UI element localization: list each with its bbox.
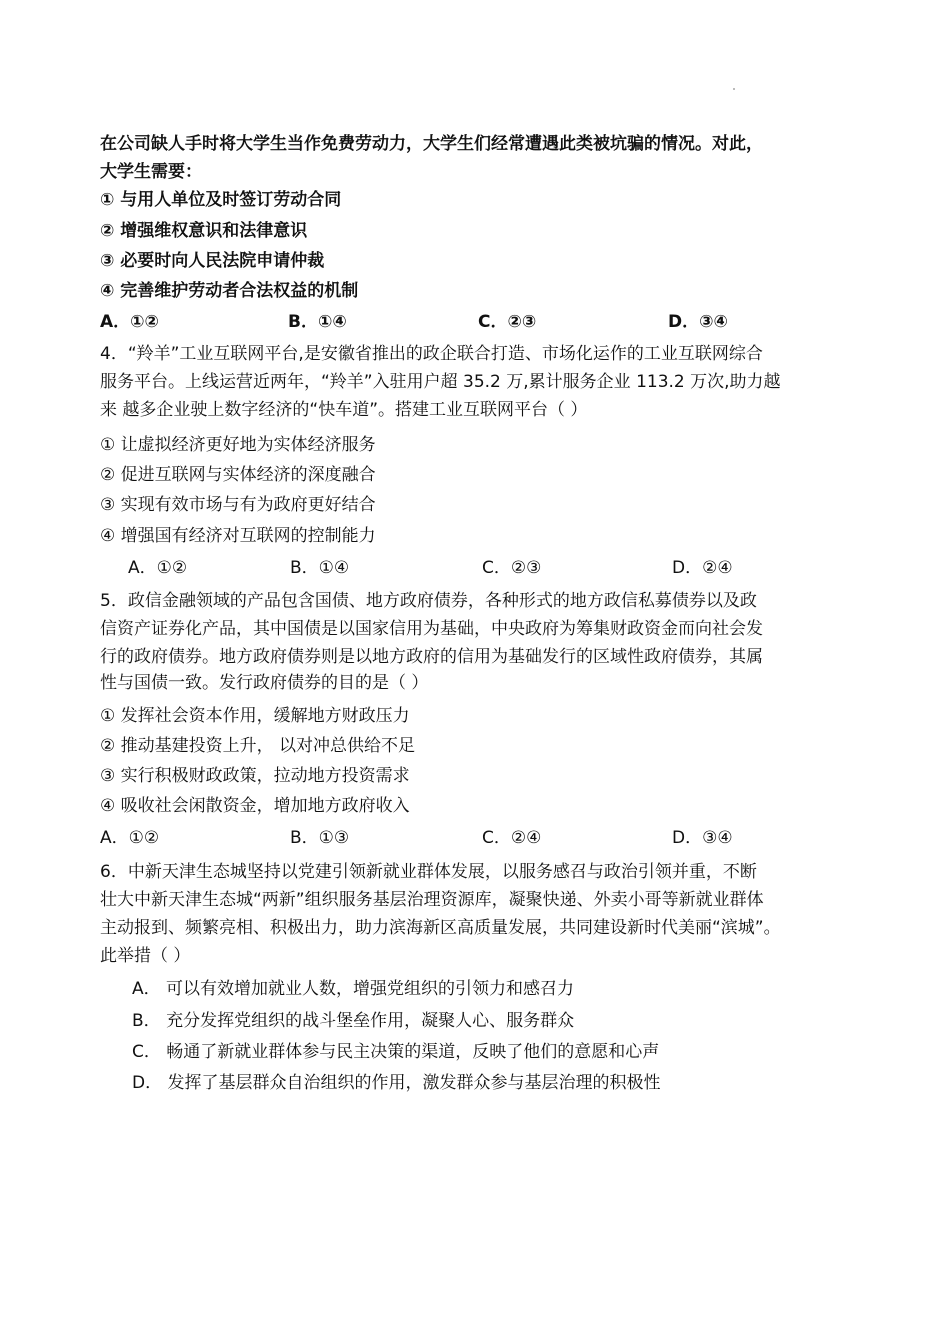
q4-item-4: ④ 增强国有经济对互联网的控制能力 bbox=[100, 526, 376, 546]
q3-stem-line1: 在公司缺人手时将大学生当作免费劳动力，大学生们经常遭遇此类被坑骗的情况。对此， bbox=[100, 134, 763, 154]
q4-option-d[interactable]: D．②④ bbox=[672, 558, 733, 578]
q4-stem-line2: 服务平台。上线运营近两年，“羚羊”入驻用户超 35.2 万,累计服务企业 113.2 万次,助力越 bbox=[100, 372, 781, 392]
q5-option-a[interactable]: A．①② bbox=[100, 828, 160, 848]
q3-stem-line2: 大学生需要： bbox=[100, 162, 202, 182]
q4-option-a[interactable]: A．①② bbox=[128, 558, 188, 578]
q6-stem-line4: 此举措（ ） bbox=[100, 946, 191, 966]
q3-item-2: ② 增强维权意识和法律意识 bbox=[100, 221, 308, 241]
q5-option-d[interactable]: D．③④ bbox=[672, 828, 733, 848]
q3-option-a[interactable]: A．①② bbox=[100, 312, 159, 332]
q5-stem-line2: 信资产证券化产品，其中国债是以国家信用为基础，中央政府为筹集财政资金而向社会发 bbox=[100, 619, 763, 639]
q3-item-1: ① 与用人单位及时签订劳动合同 bbox=[100, 190, 342, 210]
q3-item-3: ③ 必要时向人民法院申请仲裁 bbox=[100, 251, 325, 271]
q4-stem-line1: 4．“羚羊”工业互联网平台,是安徽省推出的政企联合打造、市场化运作的工业互联网综合 bbox=[100, 344, 763, 364]
q5-stem-line3: 行的政府债券。地方政府债券则是以地方政府的信用为基础发行的区域性政府债券，其属 bbox=[100, 647, 763, 667]
q6-option-a[interactable]: A． 可以有效增加就业人数，增强党组织的引领力和感召力 bbox=[132, 979, 575, 999]
q5-item-4: ④ 吸收社会闲散资金，增加地方政府收入 bbox=[100, 796, 410, 816]
q5-item-3: ③ 实行积极财政政策，拉动地方投资需求 bbox=[100, 766, 410, 786]
q4-item-1: ① 让虚拟经济更好地为实体经济服务 bbox=[100, 435, 376, 455]
q4-option-c[interactable]: C．②③ bbox=[482, 558, 542, 578]
q3-option-b[interactable]: B．①④ bbox=[288, 312, 347, 332]
scan-dot bbox=[733, 88, 735, 90]
q4-option-b[interactable]: B．①④ bbox=[290, 558, 350, 578]
q4-stem-line3: 来 越多企业驶上数字经济的“快车道”。搭建工业互联网平台（ ） bbox=[100, 400, 588, 420]
q5-option-c[interactable]: C．②④ bbox=[482, 828, 542, 848]
q6-stem-line1: 6．中新天津生态城坚持以党建引领新就业群体发展，以服务感召与政治引领并重，不断 bbox=[100, 862, 757, 882]
q6-stem-line3: 主动报到、频繁亮相、积极出力，助力滨海新区高质量发展，共同建设新时代美丽“滨城”。 bbox=[100, 918, 781, 938]
q3-option-d[interactable]: D．③④ bbox=[668, 312, 728, 332]
q4-item-3: ③ 实现有效市场与有为政府更好结合 bbox=[100, 495, 376, 515]
q6-stem-line2: 壮大中新天津生态城“两新”组织服务基层治理资源库，凝聚快递、外卖小哥等新就业群体 bbox=[100, 890, 764, 910]
q5-item-1: ① 发挥社会资本作用，缓解地方财政压力 bbox=[100, 706, 410, 726]
q5-option-b[interactable]: B．①③ bbox=[290, 828, 350, 848]
q3-item-4: ④ 完善维护劳动者合法权益的机制 bbox=[100, 281, 359, 301]
q5-stem-line4: 性与国债一致。发行政府债券的目的是（ ） bbox=[100, 673, 429, 693]
q5-stem-line1: 5．政信金融领域的产品包含国债、地方政府债券，各种形式的地方政信私募债券以及政 bbox=[100, 591, 757, 611]
q3-option-c[interactable]: C．②③ bbox=[478, 312, 537, 332]
q6-option-c[interactable]: C． 畅通了新就业群体参与民主决策的渠道，反映了他们的意愿和心声 bbox=[132, 1042, 660, 1062]
q4-item-2: ② 促进互联网与实体经济的深度融合 bbox=[100, 465, 376, 485]
q5-item-2: ② 推动基建投资上升， 以对冲总供给不足 bbox=[100, 736, 416, 756]
q6-option-d[interactable]: D． 发挥了基层群众自治组织的作用，激发群众参与基层治理的积极性 bbox=[132, 1073, 661, 1093]
q6-option-b[interactable]: B． 充分发挥党组织的战斗堡垒作用，凝聚人心、服务群众 bbox=[132, 1011, 575, 1031]
